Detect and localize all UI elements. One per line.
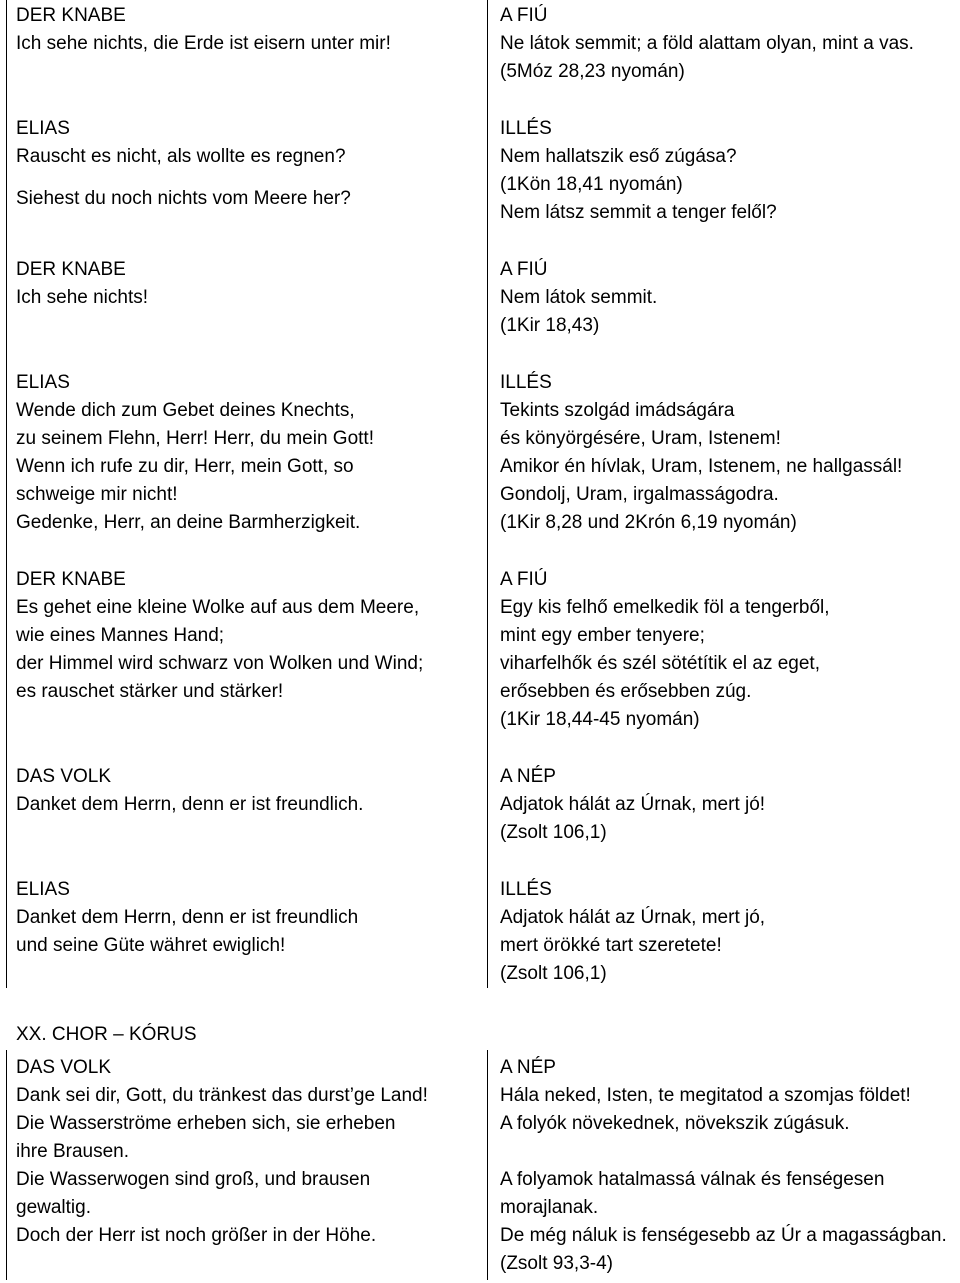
dialogue-line: Adjatok hálát az Úrnak, mert jó, bbox=[500, 907, 766, 928]
dialogue-line: Nem hallatszik eső zúgása? bbox=[500, 146, 737, 167]
dialogue-line: Siehest du noch nichts vom Meere her? bbox=[16, 188, 351, 209]
speaker-label: ILLÉS bbox=[500, 118, 552, 139]
dialogue-line: gewaltig. bbox=[16, 1197, 91, 1218]
dialogue-line: erősebben és erősebben zúg. bbox=[500, 681, 752, 702]
scripture-reference: (Zsolt 106,1) bbox=[500, 822, 607, 843]
speaker-label: ELIAS bbox=[16, 372, 70, 393]
speaker-label: DER KNABE bbox=[16, 5, 126, 26]
scripture-reference: (1Kir 18,44-45 nyomán) bbox=[500, 709, 700, 730]
dialogue-line: Nem látsz semmit a tenger felől? bbox=[500, 202, 777, 223]
dialogue-block bbox=[16, 876, 358, 960]
dialogue-block bbox=[500, 763, 765, 847]
dialogue-block bbox=[500, 2, 914, 86]
dialogue-line: der Himmel wird schwarz von Wolken und Wind; bbox=[16, 653, 424, 674]
dialogue-block bbox=[16, 369, 374, 537]
dialogue-block bbox=[500, 115, 777, 227]
speaker-label: ELIAS bbox=[16, 879, 70, 900]
center-divider-rule-1 bbox=[487, 0, 488, 988]
dialogue-line: wie eines Mannes Hand; bbox=[16, 625, 225, 646]
speaker-label: ILLÉS bbox=[500, 372, 552, 393]
center-divider-rule-2 bbox=[487, 1050, 488, 1280]
dialogue-line: Es gehet eine kleine Wolke auf aus dem Meere, bbox=[16, 597, 420, 618]
scripture-reference: (Zsolt 106,1) bbox=[500, 963, 607, 984]
dialogue-line: Hála neked, Isten, te megitatod a szomjas földet! bbox=[500, 1085, 911, 1106]
speaker-label: DAS VOLK bbox=[16, 1057, 112, 1078]
dialogue-line: Tekints szolgád imádságára bbox=[500, 400, 735, 421]
speaker-label: A FIÚ bbox=[500, 569, 548, 590]
section-heading: XX. CHOR – KÓRUS bbox=[16, 1024, 197, 1045]
dialogue-line: Amikor én hívlak, Uram, Istenem, ne hallgassál! bbox=[500, 456, 903, 477]
dialogue-line: Ne látok semmit; a föld alattam olyan, mint a vas. bbox=[500, 33, 914, 54]
dialogue-line: schweige mir nicht! bbox=[16, 484, 178, 505]
dialogue-line: mert örökké tart szeretete! bbox=[500, 935, 722, 956]
dialogue-line: Danket dem Herrn, denn er ist freundlich. bbox=[16, 794, 364, 815]
speaker-label: A NÉP bbox=[500, 766, 556, 787]
scripture-reference: (Zsolt 93,3-4) bbox=[500, 1253, 613, 1274]
dialogue-line: Egy kis felhő emelkedik föl a tengerből, bbox=[500, 597, 830, 618]
dialogue-line: Wenn ich rufe zu dir, Herr, mein Gott, so bbox=[16, 456, 354, 477]
dialogue-line: mint egy ember tenyere; bbox=[500, 625, 705, 646]
dialogue-line: Danket dem Herrn, denn er ist freundlich bbox=[16, 907, 359, 928]
dialogue-line: und seine Güte währet ewiglich! bbox=[16, 935, 286, 956]
dialogue-block bbox=[500, 256, 657, 340]
dialogue-block bbox=[16, 763, 363, 819]
dialogue-line: Wende dich zum Gebet deines Knechts, bbox=[16, 400, 355, 421]
scripture-reference: (1Kön 18,41 nyomán) bbox=[500, 174, 683, 195]
dialogue-line: Die Wasserwogen sind groß, und brausen bbox=[16, 1169, 371, 1190]
dialogue-block bbox=[500, 369, 902, 537]
dialogue-line: Ich sehe nichts, die Erde ist eisern unter mir! bbox=[16, 33, 391, 54]
dialogue-block bbox=[500, 876, 765, 988]
dialogue-line: viharfelhők és szél sötétítik el az eget, bbox=[500, 653, 820, 674]
dialogue-line: Gondolj, Uram, irgalmasságodra. bbox=[500, 484, 779, 505]
speaker-label: ILLÉS bbox=[500, 879, 552, 900]
dialogue-line: Rauscht es nicht, als wollte es regnen? bbox=[16, 146, 346, 167]
dialogue-block bbox=[16, 256, 148, 312]
dialogue-line: Nem látok semmit. bbox=[500, 287, 658, 308]
speaker-label: DER KNABE bbox=[16, 259, 126, 280]
speaker-label: A FIÚ bbox=[500, 259, 548, 280]
scripture-reference: (5Móz 28,23 nyomán) bbox=[500, 61, 685, 82]
dialogue-line: Die Wasserströme erheben sich, sie erheben bbox=[16, 1113, 396, 1134]
speaker-label: DAS VOLK bbox=[16, 766, 112, 787]
speaker-label: DER KNABE bbox=[16, 569, 126, 590]
speaker-label: A FIÚ bbox=[500, 5, 548, 26]
dialogue-line: Adjatok hálát az Úrnak, mert jó! bbox=[500, 794, 766, 815]
dialogue-line: A folyók növekednek, növekszik zúgásuk. bbox=[500, 1113, 850, 1134]
dialogue-line: ihre Brausen. bbox=[16, 1141, 130, 1162]
left-margin-rule-2 bbox=[6, 1050, 7, 1280]
scripture-reference: (1Kir 8,28 und 2Krón 6,19 nyomán) bbox=[500, 512, 797, 533]
dialogue-line: Gedenke, Herr, an deine Barmherzigkeit. bbox=[16, 512, 361, 533]
dialogue-line: Doch der Herr ist noch größer in der Höhe. bbox=[16, 1225, 377, 1246]
dialogue-block bbox=[16, 566, 423, 706]
dialogue-block bbox=[16, 2, 391, 58]
dialogue-line: A folyamok hatalmassá válnak és fenségesen bbox=[500, 1169, 885, 1190]
dialogue-line: Dank sei dir, Gott, du tränkest das durst’ge Land! bbox=[16, 1085, 428, 1106]
speaker-label: ELIAS bbox=[16, 118, 70, 139]
dialogue-block bbox=[16, 1054, 428, 1250]
dialogue-block bbox=[500, 1054, 947, 1278]
scripture-reference: (1Kir 18,43) bbox=[500, 315, 600, 336]
dialogue-line: morajlanak. bbox=[500, 1197, 599, 1218]
speaker-label: A NÉP bbox=[500, 1057, 556, 1078]
left-margin-rule-1 bbox=[6, 0, 7, 988]
dialogue-line: De még náluk is fenségesebb az Úr a magasságban. bbox=[500, 1225, 947, 1246]
dialogue-block bbox=[16, 115, 351, 213]
dialogue-line: es rauschet stärker und stärker! bbox=[16, 681, 284, 702]
dialogue-block bbox=[500, 566, 830, 734]
dialogue-line: és könyörgésére, Uram, Istenem! bbox=[500, 428, 781, 449]
dialogue-line: zu seinem Flehn, Herr! Herr, du mein Gott! bbox=[16, 428, 374, 449]
dialogue-line: Ich sehe nichts! bbox=[16, 287, 149, 308]
